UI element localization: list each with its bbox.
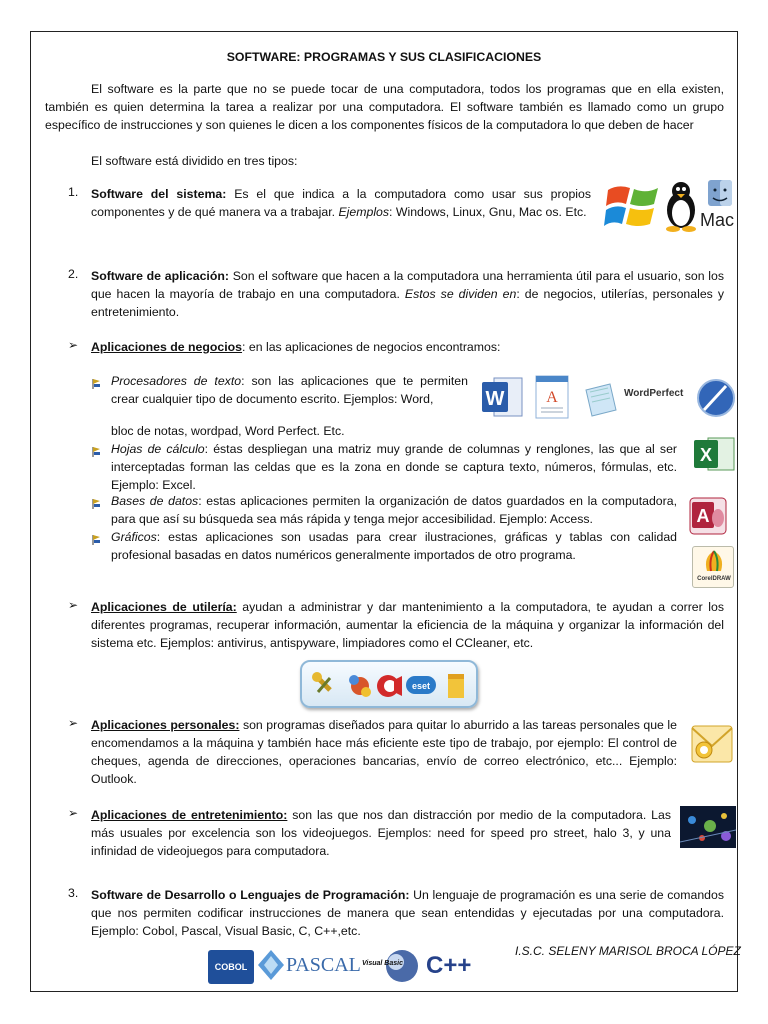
type-heading: Software de Desarrollo o Lenguajes de Programación:	[91, 888, 410, 902]
negocios-section	[91, 338, 500, 356]
windows-logo-icon	[604, 180, 662, 232]
outlook-icon	[688, 720, 736, 768]
item-label: Procesadores de texto	[111, 374, 242, 388]
excel-icon	[692, 436, 736, 472]
svg-text:X: X	[699, 445, 713, 465]
examples-text: : Windows, Linux, Gnu, Mac os. Etc.	[389, 205, 587, 219]
section-text: ayudan a administrar y dar mantenimiento a la computadora, te ayudan a correr los diferentes programas, recuperar información, aumentar la eficiencia de la máquina y organizar la información del sistema etc. Ejemplos: antivirus, antispyware, limpiadores como el CCleaner, etc.	[91, 600, 724, 650]
section-heading: Aplicaciones personales:	[91, 718, 240, 732]
flag-bullet-icon	[91, 498, 100, 509]
personales-section	[91, 716, 677, 788]
cobol-logo: COBOL	[208, 950, 254, 984]
svg-text:eset: eset	[411, 681, 431, 691]
linux-tux-icon	[662, 178, 700, 232]
utility-icons-strip	[300, 660, 478, 708]
game-screenshot-icon	[680, 806, 736, 848]
document-title: SOFTWARE: PROGRAMAS Y SUS CLASIFICACIONES	[226, 50, 542, 64]
svg-text:W: W	[485, 388, 505, 410]
wordperfect-logo: WordPerfect	[624, 388, 684, 399]
item-spreadsheets	[111, 440, 677, 494]
utileria-section	[91, 598, 724, 652]
section-heading: Aplicaciones de utilería:	[91, 600, 237, 614]
eset-icon	[406, 676, 436, 694]
word-icon	[480, 374, 526, 420]
section-text: son las que nos dan distracción por medio de la computadora. Las más usuales por excelencia son los videojuegos. Ejemplos: need for speed pro street, halo 3, y una infinidad de videojuegos para computadora.	[91, 808, 671, 858]
item-graphics	[111, 528, 677, 564]
flag-bullet-icon	[91, 378, 100, 389]
item-label: Hojas de cálculo	[111, 442, 205, 456]
list-number: 2.	[68, 267, 79, 281]
author-signature: I.S.C. SELENY MARISOL BROCA LÓPEZ	[515, 944, 741, 958]
item-text: : estas aplicaciones son usadas para crear ilustraciones, gráficas y tablas con calidad profesional basadas en datos numéricos generalmente importados de otro programa.	[111, 530, 677, 562]
arrow-bullet-icon: ➢	[68, 716, 79, 730]
pascal-logo: PASCAL	[286, 954, 361, 976]
svg-text:A: A	[696, 506, 710, 526]
item-label: Gráficos	[111, 530, 157, 544]
tools-icon	[312, 672, 330, 692]
type-heading: Software del sistema:	[91, 187, 227, 201]
item-continuation: bloc de notas, wordpad, Word Perfect. Etc.	[111, 424, 345, 438]
coreldraw-icon	[692, 546, 734, 588]
item-text: : son las aplicaciones que te permiten crear cualquier tipo de documento escrito. Ejemplos: Word,	[111, 374, 468, 406]
type-text: Es el que indica a la computadora como usar sus propios componentes y de qué manera va a trabajar.	[91, 187, 591, 219]
item-text: : éstas despliegan una matriz muy grande de columnas y renglones, las que al ser interceptadas forman las celdas que es la zona en donde se captura texto, números, fórmulas, etc. Ejemplo: Excel.	[111, 442, 677, 492]
section-heading: Aplicaciones de entretenimiento:	[91, 808, 288, 822]
list-number: 3.	[68, 886, 79, 900]
type-development	[91, 886, 724, 940]
mac-label: Mac	[700, 210, 735, 230]
spybot-icon	[349, 675, 371, 697]
entretenimiento-section	[91, 806, 671, 860]
svg-text:A: A	[546, 389, 558, 406]
visual-basic-logo	[362, 946, 426, 986]
ccleaner-icon	[377, 675, 402, 697]
item-word-processors	[111, 372, 468, 408]
section-heading: Aplicaciones de negocios	[91, 340, 243, 354]
list-number: 1.	[68, 185, 79, 199]
examples-label: Estos se dividen en	[404, 287, 517, 301]
cpp-logo: C++	[426, 952, 472, 979]
flag-bullet-icon	[91, 534, 100, 545]
notepad-icon	[580, 380, 620, 420]
item-text: : estas aplicaciones permiten la organización de datos guardados en la computadora, para que así su búsqueda sea más rápida y tenga mejor accesibilidad. Ejemplo: Access.	[111, 494, 677, 526]
arrow-bullet-icon: ➢	[68, 598, 79, 612]
arrow-bullet-icon: ➢	[68, 806, 79, 820]
section-text: son programas diseñados para quitar lo aburrido a las tareas personales que le encomendamos a la máquina y también hace más eficiente este tipo de trabajo, por ejemplo: El control de cheques, agenda de direcciones, operaciones bancarias, envío de correo electrónico, etc... Ejemplo: Outlook.	[91, 718, 677, 786]
examples-label: Ejemplos	[338, 205, 390, 219]
intro-types: El software está dividido en tres tipos:	[91, 154, 298, 168]
examples-text: : de negocios, utilerías, personales y entretenimiento.	[91, 287, 724, 319]
section-text: : en las aplicaciones de negocios encontramos:	[242, 340, 501, 354]
flag-bullet-icon	[91, 446, 100, 457]
intro-paragraph: El software es la parte que no se puede tocar de una computadora, todos los programas que en ella existen, también es quien determina la tarea a realizar por una computadora. El software también es llamado como un grupo específico de instrucciones y son quienes le dicen a los componentes físicos de la computadora lo que deben de hacer	[45, 82, 724, 132]
type-text: Son el software que hacen a la computadora una herramienta útil para el usuario, son los que hacen la mayoría de trabajo en una computadora.	[91, 269, 724, 301]
folder-icon	[448, 674, 464, 698]
type-text: Un lenguaje de programación es una serie de comandos que nos permiten codificar instrucciones de manera que sean entendidas y ejecutadas por una computadora. Ejemplo: Cobol, Pascal, Visual Basic, C, C++,etc.	[91, 888, 724, 938]
coreldraw-label: CorelDRAW	[697, 576, 731, 582]
visual-basic-label: Visual Basic	[362, 960, 403, 967]
item-label: Bases de datos	[111, 494, 199, 508]
arrow-bullet-icon: ➢	[68, 338, 79, 352]
access-icon	[688, 496, 728, 536]
wordpad-icon	[532, 374, 572, 420]
type-system	[91, 185, 591, 221]
mac-logo-icon	[700, 178, 738, 234]
type-application	[91, 267, 724, 321]
type-heading: Software de aplicación:	[91, 269, 229, 283]
pascal-diamond-icon	[256, 948, 286, 982]
corel-wordperfect-icon	[696, 376, 736, 420]
item-databases	[111, 492, 677, 528]
